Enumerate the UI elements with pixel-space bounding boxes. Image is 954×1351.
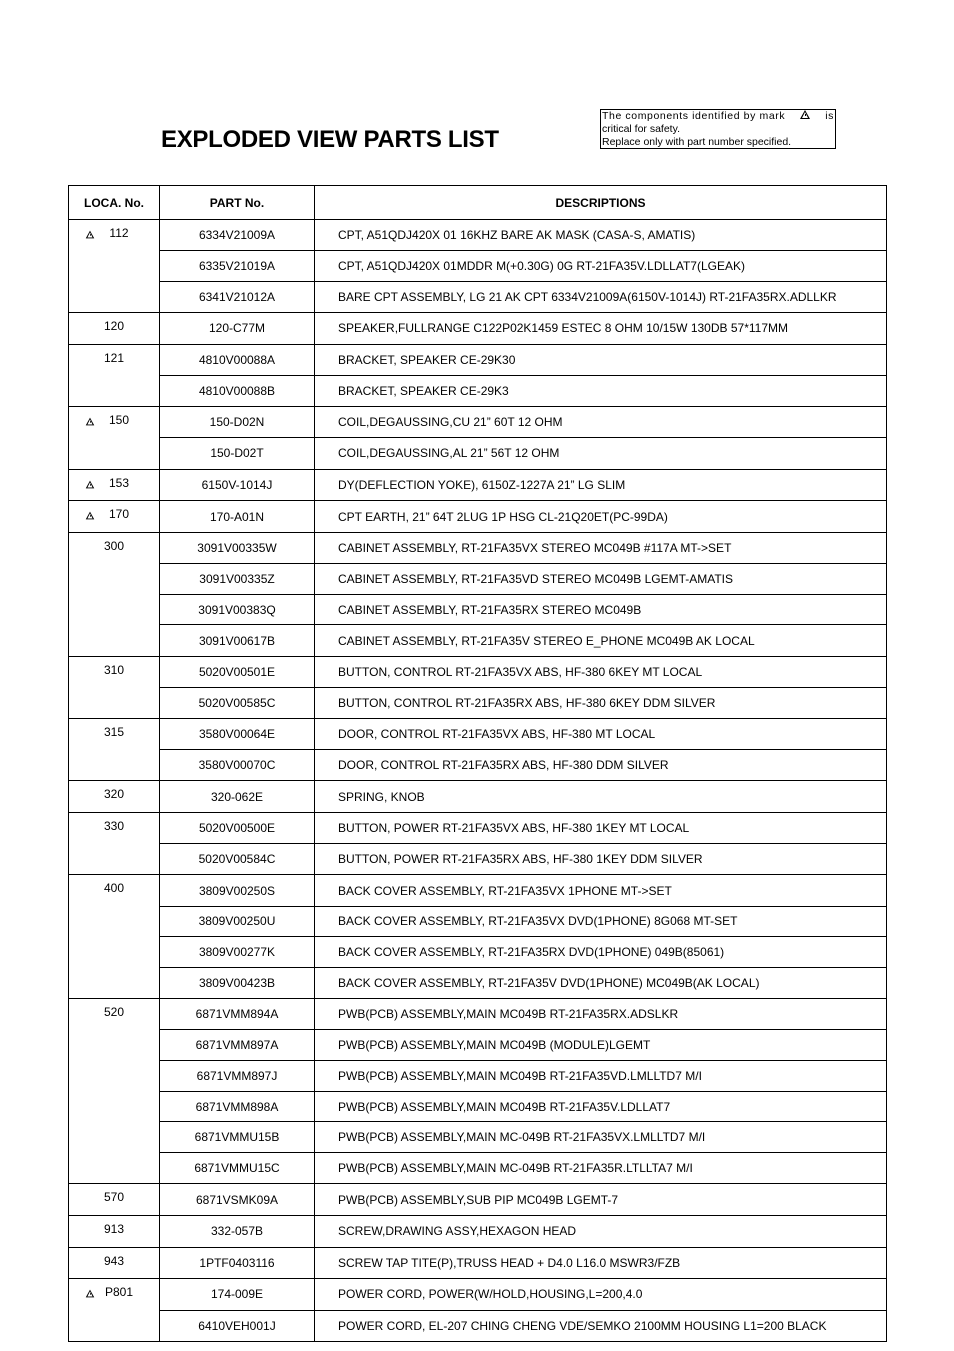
safety-warning-icon [86, 418, 95, 426]
cell-part-number: 5020V00500E [160, 813, 315, 844]
table-row [69, 469, 887, 501]
notice-line-2: critical for safety. [602, 123, 680, 135]
cell-part-number: 6871VSMK09A [160, 1184, 315, 1216]
cell-part-number: 6871VMM897A [160, 1030, 315, 1061]
cell-description: PWB(PCB) ASSEMBLY,MAIN MC-049B RT-21FA35R.LTLLTA7 M/I [315, 1153, 887, 1184]
cell-part-number: 3091V00617B [160, 625, 315, 656]
cell-description: DOOR, CONTROL RT-21FA35RX ABS, HF-380 DDM SILVER [315, 750, 887, 781]
table-row [69, 313, 887, 345]
table-row [69, 281, 887, 312]
cell-loca [69, 750, 160, 781]
notice-line-1 [602, 110, 834, 123]
cell-description: POWER CORD, EL-207 CHING CHENG VDE/SEMKO 2100MM HOUSING L1=200 BLACK [315, 1310, 887, 1341]
table-row [69, 564, 887, 595]
column-header-part: PART No. [160, 186, 315, 220]
table-row [69, 844, 887, 875]
cell-part-number: 120-C77M [160, 313, 315, 345]
table-row [69, 220, 887, 251]
cell-description: BUTTON, POWER RT-21FA35RX ABS, HF-380 1KEY DDM SILVER [315, 844, 887, 875]
cell-description: SPRING, KNOB [315, 781, 887, 813]
cell-loca [69, 469, 160, 501]
cell-loca [69, 281, 160, 312]
cell-description: BRACKET, SPEAKER CE-29K30 [315, 344, 887, 375]
cell-description: SPEAKER,FULLRANGE C122P02K1459 ESTEC 8 OHM 10/15W 130DB 57*117MM [315, 313, 887, 345]
loca-number: 121 [103, 350, 125, 365]
loca-number: 120 [103, 319, 125, 334]
table-row [69, 781, 887, 813]
cell-loca [69, 532, 160, 563]
cell-description: CABINET ASSEMBLY, RT-21FA35V STEREO E_PHONE MC049B AK LOCAL [315, 625, 887, 656]
cell-part-number: 3580V00070C [160, 750, 315, 781]
cell-loca [69, 968, 160, 999]
cell-loca [69, 438, 160, 469]
cell-description: PWB(PCB) ASSEMBLY,MAIN MC049B (MODULE)LGEMT [315, 1030, 887, 1061]
loca-number: 300 [103, 538, 125, 553]
cell-description: SCREW TAP TITE(P),TRUSS HEAD + D4.0 L16.0 MSWR3/FZB [315, 1247, 887, 1279]
cell-part-number: 6150V-1014J [160, 469, 315, 501]
cell-loca [69, 656, 160, 687]
table-row [69, 594, 887, 625]
cell-description: PWB(PCB) ASSEMBLY,MAIN MC049B RT-21FA35VD.LMLLTD7 M/I [315, 1061, 887, 1092]
cell-part-number: 3809V00250U [160, 906, 315, 937]
cell-description: BACK COVER ASSEMBLY, RT-21FA35V DVD(1PHONE) MC049B(AK LOCAL) [315, 968, 887, 999]
cell-part-number: 6871VMM894A [160, 999, 315, 1030]
loca-number: 153 [108, 475, 130, 490]
cell-description: BACK COVER ASSEMBLY, RT-21FA35VX DVD(1PHONE) 8G068 MT-SET [315, 906, 887, 937]
cell-loca [69, 313, 160, 345]
cell-loca [69, 344, 160, 375]
cell-description: DOOR, CONTROL RT-21FA35VX ABS, HF-380 MT LOCAL [315, 719, 887, 750]
table-row [69, 1279, 887, 1310]
cell-part-number: 3580V00064E [160, 719, 315, 750]
cell-description: BARE CPT ASSEMBLY, LG 21 AK CPT 6334V21009A(6150V-1014J) RT-21FA35RX.ADLLKR [315, 281, 887, 312]
cell-description: CPT, A51QDJ420X 01MDDR M(+0.30G) 0G RT-21FA35V.LDLLAT7(LGEAK) [315, 251, 887, 282]
loca-number: 570 [103, 1190, 125, 1205]
cell-part-number: 332-057B [160, 1216, 315, 1248]
table-row [69, 438, 887, 469]
loca-number: 150 [108, 413, 130, 428]
cell-part-number: 174-009E [160, 1279, 315, 1310]
cell-part-number: 6334V21009A [160, 220, 315, 251]
cell-description: COIL,DEGAUSSING,AL 21” 56T 12 OHM [315, 438, 887, 469]
cell-loca [69, 999, 160, 1030]
safety-notice-box [600, 109, 836, 149]
loca-number: P801 [104, 1285, 134, 1300]
cell-description: BACK COVER ASSEMBLY, RT-21FA35VX 1PHONE MT->SET [315, 875, 887, 906]
cell-description: BUTTON, CONTROL RT-21FA35VX ABS, HF-380 6KEY MT LOCAL [315, 656, 887, 687]
table-row [69, 625, 887, 656]
cell-description: PWB(PCB) ASSEMBLY,MAIN MC-049B RT-21FA35VX.LMLLTD7 M/I [315, 1122, 887, 1153]
cell-loca [69, 719, 160, 750]
cell-part-number: 3809V00277K [160, 937, 315, 968]
table-row [69, 501, 887, 533]
loca-number: 310 [103, 662, 125, 677]
cell-part-number: 1PTF0403116 [160, 1247, 315, 1279]
cell-loca [69, 1184, 160, 1216]
table-row [69, 750, 887, 781]
safety-warning-icon [86, 512, 95, 520]
cell-description: SCREW,DRAWING ASSY,HEXAGON HEAD [315, 1216, 887, 1248]
cell-description: CPT, A51QDJ420X 01 16KHZ BARE AK MASK (CASA-S, AMATIS) [315, 220, 887, 251]
cell-description: BUTTON, POWER RT-21FA35VX ABS, HF-380 1KEY MT LOCAL [315, 813, 887, 844]
loca-number: 330 [103, 819, 125, 834]
cell-description: BUTTON, CONTROL RT-21FA35RX ABS, HF-380 6KEY DDM SILVER [315, 687, 887, 718]
table-row [69, 1061, 887, 1092]
safety-warning-icon [800, 110, 810, 119]
table-row [69, 1153, 887, 1184]
cell-description: PWB(PCB) ASSEMBLY,MAIN MC049B RT-21FA35V.LDLLAT7 [315, 1091, 887, 1122]
table-row [69, 1030, 887, 1061]
cell-loca [69, 937, 160, 968]
cell-part-number: 6335V21019A [160, 251, 315, 282]
cell-loca [69, 1030, 160, 1061]
cell-loca [69, 813, 160, 844]
cell-part-number: 3809V00250S [160, 875, 315, 906]
safety-warning-icon [86, 480, 95, 488]
table-row [69, 1122, 887, 1153]
cell-loca [69, 1216, 160, 1248]
cell-part-number: 170-A01N [160, 501, 315, 533]
cell-loca [69, 625, 160, 656]
cell-part-number: 4810V00088B [160, 375, 315, 406]
cell-loca [69, 251, 160, 282]
safety-warning-icon [86, 231, 95, 239]
cell-loca [69, 564, 160, 595]
cell-part-number: 3091V00383Q [160, 594, 315, 625]
loca-number: 320 [103, 787, 125, 802]
table-row [69, 999, 887, 1030]
table-row [69, 1247, 887, 1279]
cell-part-number: 6871VMMU15B [160, 1122, 315, 1153]
table-row [69, 1310, 887, 1341]
cell-part-number: 6871VMM897J [160, 1061, 315, 1092]
cell-part-number: 3091V00335Z [160, 564, 315, 595]
table-row [69, 937, 887, 968]
table-row [69, 687, 887, 718]
loca-number: 943 [103, 1253, 125, 1268]
parts-table [68, 185, 887, 1342]
safety-warning-icon [86, 1290, 95, 1298]
cell-part-number: 150-D02T [160, 438, 315, 469]
cell-part-number: 6410VEH001J [160, 1310, 315, 1341]
table-row [69, 251, 887, 282]
cell-description: CPT EARTH, 21” 64T 2LUG 1P HSG CL-21Q20ET(PC-99DA) [315, 501, 887, 533]
table-header-row [69, 186, 887, 220]
table-row [69, 719, 887, 750]
loca-number: 170 [108, 507, 130, 522]
table-row [69, 407, 887, 438]
cell-loca [69, 1122, 160, 1153]
loca-number: 913 [103, 1222, 125, 1236]
table-row [69, 906, 887, 937]
table-row [69, 375, 887, 406]
cell-loca [69, 407, 160, 438]
cell-loca [69, 781, 160, 813]
cell-loca [69, 1310, 160, 1341]
cell-loca [69, 220, 160, 251]
column-header-loca: LOCA. No. [69, 186, 160, 220]
cell-loca [69, 1061, 160, 1092]
loca-number: 112 [109, 226, 129, 240]
cell-description: CABINET ASSEMBLY, RT-21FA35RX STEREO MC049B [315, 594, 887, 625]
cell-description: BACK COVER ASSEMBLY, RT-21FA35RX DVD(1PHONE) 049B(85061) [315, 937, 887, 968]
cell-loca [69, 1091, 160, 1122]
cell-part-number: 5020V00501E [160, 656, 315, 687]
table-row [69, 813, 887, 844]
cell-loca [69, 501, 160, 533]
cell-loca [69, 1153, 160, 1184]
cell-loca [69, 594, 160, 625]
cell-description: BRACKET, SPEAKER CE-29K3 [315, 375, 887, 406]
column-header-descriptions: DESCRIPTIONS [315, 186, 887, 220]
cell-description: PWB(PCB) ASSEMBLY,SUB PIP MC049B LGEMT-7 [315, 1184, 887, 1216]
notice-line-1-text: The components identified by mark [602, 110, 786, 122]
cell-loca [69, 875, 160, 906]
cell-part-number: 320-062E [160, 781, 315, 813]
parts-table-body [69, 220, 887, 1342]
cell-part-number: 3091V00335W [160, 532, 315, 563]
cell-description: POWER CORD, POWER(W/HOLD,HOUSING,L=200,4.0 [315, 1279, 887, 1310]
cell-part-number: 6341V21012A [160, 281, 315, 312]
cell-part-number: 150-D02N [160, 407, 315, 438]
cell-loca [69, 1279, 160, 1310]
notice-line-3: Replace only with part number specified. [602, 136, 792, 148]
cell-part-number: 5020V00584C [160, 844, 315, 875]
cell-part-number: 6871VMMU15C [160, 1153, 315, 1184]
cell-loca [69, 1247, 160, 1279]
notice-line-1-end: is [825, 110, 834, 122]
cell-part-number: 4810V00088A [160, 344, 315, 375]
cell-description: DY(DEFLECTION YOKE), 6150Z-1227A 21” LG SLIM [315, 469, 887, 501]
cell-loca [69, 375, 160, 406]
loca-number: 315 [103, 725, 125, 739]
table-row [69, 656, 887, 687]
table-row [69, 1091, 887, 1122]
cell-description: CABINET ASSEMBLY, RT-21FA35VD STEREO MC049B LGEMT-AMATIS [315, 564, 887, 595]
cell-description: COIL,DEGAUSSING,CU 21” 60T 12 OHM [315, 407, 887, 438]
cell-description: CABINET ASSEMBLY, RT-21FA35VX STEREO MC049B #117A MT->SET [315, 532, 887, 563]
cell-loca [69, 687, 160, 718]
cell-part-number: 6871VMM898A [160, 1091, 315, 1122]
page-title: EXPLODED VIEW PARTS LIST [161, 126, 499, 153]
table-row [69, 875, 887, 906]
table-row [69, 532, 887, 563]
table-row [69, 1216, 887, 1248]
table-row [69, 1184, 887, 1216]
cell-loca [69, 906, 160, 937]
loca-number: 520 [103, 1005, 125, 1020]
cell-description: PWB(PCB) ASSEMBLY,MAIN MC049B RT-21FA35RX.ADSLKR [315, 999, 887, 1030]
cell-part-number: 5020V00585C [160, 687, 315, 718]
cell-loca [69, 844, 160, 875]
loca-number: 400 [103, 881, 125, 896]
table-row [69, 344, 887, 375]
cell-part-number: 3809V00423B [160, 968, 315, 999]
table-row [69, 968, 887, 999]
